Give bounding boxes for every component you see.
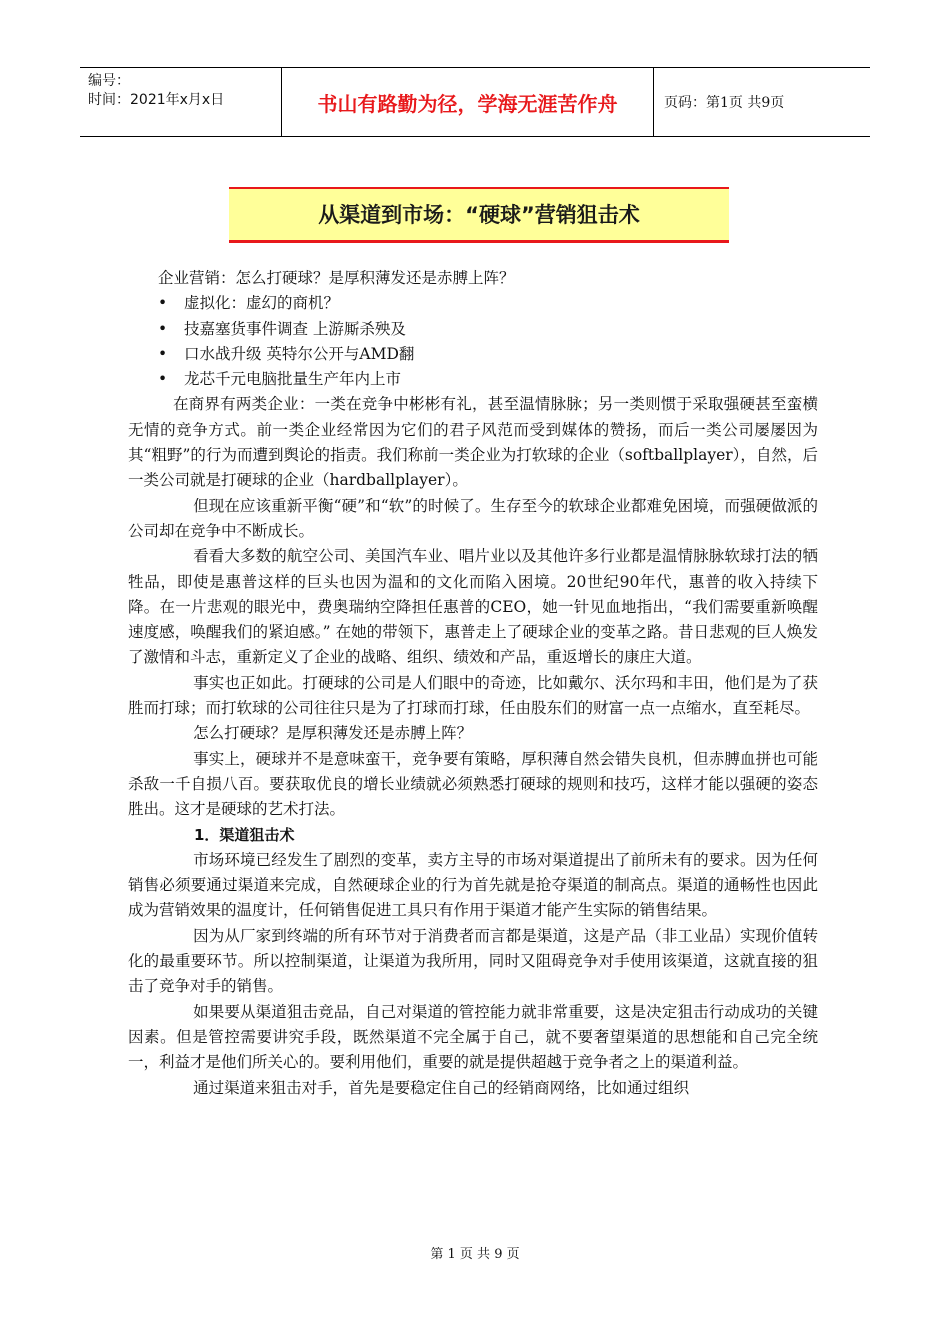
page-footer: 第 1 页 共 9 页 (430, 1247, 520, 1262)
paragraph: 怎么打硬球？是厚积薄发还是赤膊上阵？ (193, 724, 473, 743)
paragraph: 如果要从渠道狙击竞品，自己对渠道的管控能力就非常重要，这是决定狙击行动成功的关键因素。但是管控需要讲究手段，既然渠道不完全属于自己，就不要奢望渠道的思想能和自己完全统一，利益才是他们所关心的。要利用他们，重要的就是提供超越于竞争者之上的渠道利益。 (128, 1002, 818, 1072)
paragraph: 在商界有两类企业：一类在竞争中彬彬有礼，甚至温情脉脉；另一类则惯于采取强硬甚至蛮横无情的竞争方式。前一类企业经常因为它们的君子风范而受到媒体的赞扬，而后一类公司屡屡因为其“粗野”的行为而遭到舆论的指责。我们称前一类企业为打软球的企业（softballplayer），自然，后一类公司就是打硬球的企业（hardballplayer）。 (128, 395, 818, 490)
paragraph: 事实也正如此。打硬球的公司是人们眼中的奇迹，比如戴尔、沃尔玛和丰田，他们是为了获胜而打球；而打软球的公司往往只是为了打球而打球，任由股东们的财富一点一点缩水，直至耗尽。 (128, 673, 818, 718)
section-heading: 1．渠道狙击术 (194, 825, 295, 844)
page-header (80, 67, 870, 137)
bullet-item: • 龙芯千元电脑批量生产年内上市 (128, 367, 818, 392)
header-meta (80, 68, 281, 136)
bullet-icon: • (158, 294, 168, 313)
bullet-icon: • (158, 319, 168, 338)
bullet-item: • 技嘉塞货事件调查 上游厮杀殃及 (128, 317, 818, 342)
bullet-icon: • (158, 370, 168, 389)
number-label: 编号： (88, 73, 130, 89)
document-title: 从渠道到市场：“硬球”营销狙击术 (229, 187, 729, 243)
bullet-item: • 虚拟化：虚幻的商机？ (128, 291, 818, 316)
paragraph: 通过渠道来狙击对手，首先是要稳定住自己的经销商网络，比如通过组织 (193, 1078, 690, 1097)
intro-line: 企业营销：怎么打硬球？是厚积薄发还是赤膊上阵？ (158, 269, 515, 287)
paragraph: 看看大多数的航空公司、美国汽车业、唱片业以及其他许多行业都是温情脉脉软球打法的牺牲品，即使是惠普这样的巨头也因为温和的文化而陷入困境。20世纪90年代，惠普的收入持续下降。在一片悲观的眼光中，费奥瑞纳空降担任惠普的CEO，她一针见血地指出，“我们需要重新唤醒速度感，唤醒我们的紧迫感。” 在她的带领下，惠普走上了硬球企业的变革之路。昔日悲观的巨人焕发了激情和斗志，重新定义了企业的战略、组织、绩效和产品，重返增长的康庄大道。 (128, 547, 818, 667)
time-label: 时间：2021年x月x日 (88, 92, 225, 108)
paragraph: 事实上，硬球并不是意味蛮干，竞争要有策略，厚积薄自然会错失良机，但赤膊血拼也可能杀敌一千自损八百。要获取优良的增长业绩就必须熟悉打硬球的规则和技巧，这样才能以强硬的姿态胜出。这才是硬球的艺术打法。 (128, 749, 818, 819)
bullet-item: • 口水战升级 英特尔公开与AMD翻 (128, 342, 818, 367)
document-body (128, 266, 818, 1101)
paragraph: 因为从厂家到终端的所有环节对于消费者而言都是渠道，这是产品（非工业品）实现价值转化的最重要环节。所以控制渠道，让渠道为我所用，同时又阻碍竞争对手使用该渠道，这就直接的狙击了竞争对手的销售。 (128, 926, 818, 996)
bullet-icon: • (158, 344, 168, 363)
paragraph: 但现在应该重新平衡“硬”和“软”的时候了。生存至今的软球企业都难免困境，而强硬做派的公司却在竞争中不断成长。 (128, 496, 818, 540)
header-page-info: 页码：第1页 共9页 (664, 95, 785, 111)
header-motto: 书山有路勤为径，学海无涯苦作舟 (281, 68, 654, 136)
paragraph: 市场环境已经发生了剧烈的变革，卖方主导的市场对渠道提出了前所未有的要求。因为任何销售必须要通过渠道来完成，自然硬球企业的行为首先就是抢夺渠道的制高点。渠道的通畅性也因此成为营销效果的温度计，任何销售促进工具只有作用于渠道才能产生实际的销售结果。 (128, 850, 818, 920)
